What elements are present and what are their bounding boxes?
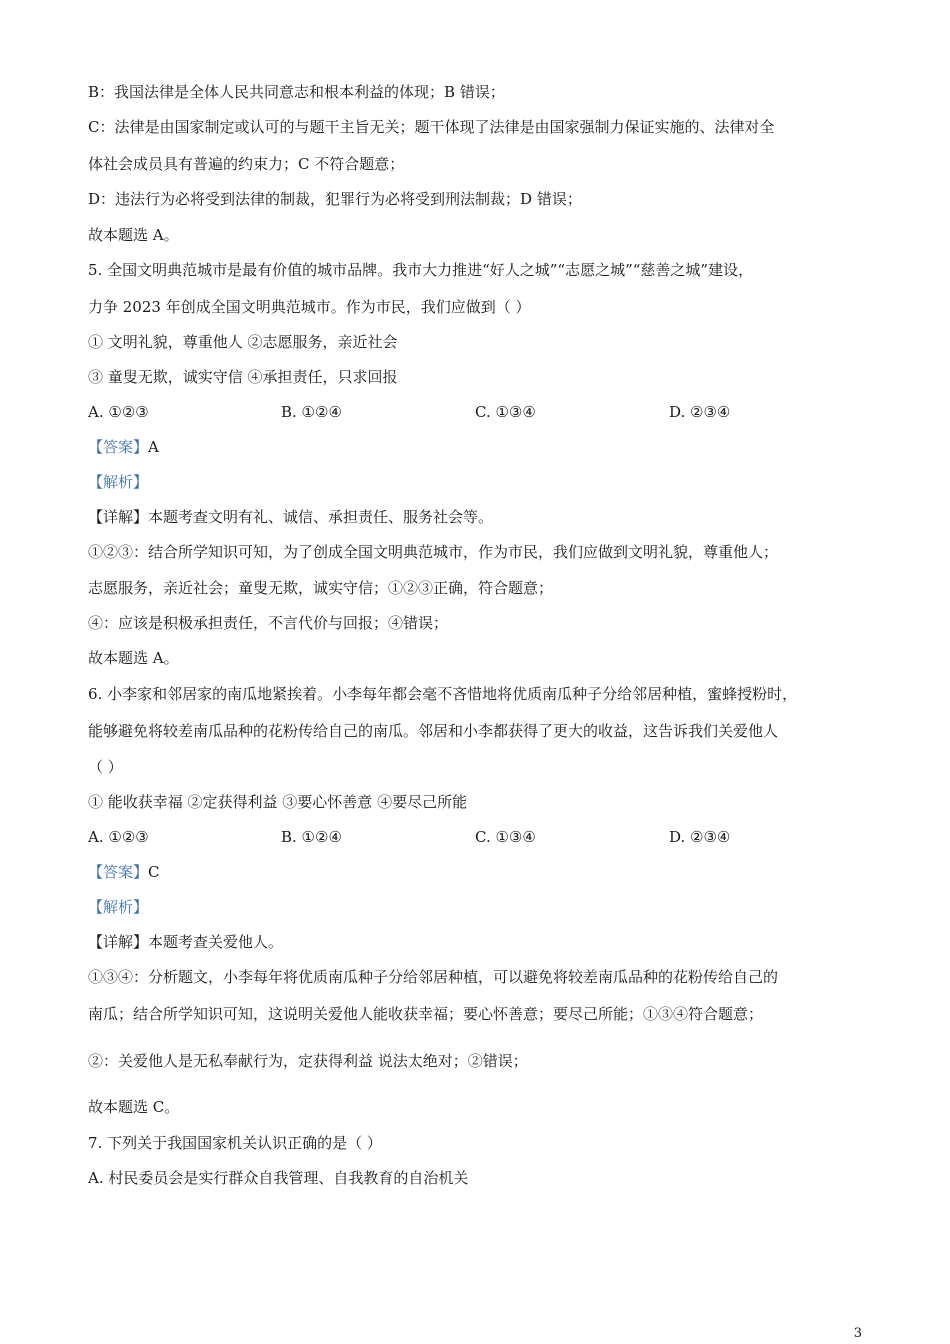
q6-stem-line3: （ ） — [88, 758, 123, 776]
page-number: 3 — [853, 1326, 862, 1341]
q5-answer — [88, 437, 159, 457]
q6-items: ① 能收获幸福 ②定获得利益 ③要心怀善意 ④要尽己所能 — [88, 793, 468, 811]
q6-option-a: A. ①②③ — [88, 828, 149, 846]
q7-option-a: A. 村民委员会是实行群众自我管理、自我教育的自治机关 — [88, 1169, 469, 1187]
q5-option-b: B. ①②④ — [281, 403, 342, 421]
prev-explanation-c-line2: 体社会成员具有普遍的约束力；C 不符合题意； — [88, 155, 405, 173]
answer-value: A — [148, 438, 159, 456]
q6-answer — [88, 862, 160, 882]
prev-conclusion: 故本题选 A。 — [88, 226, 179, 244]
q5-stem-line1: 5. 全国文明典范城市是最有价值的城市品牌。我市大力推进“好人之城”“志愿之城”“慈善之城”建设， — [88, 261, 754, 279]
q6-explanation-line2: 南瓜；结合所学知识可知，这说明关爱他人能收获幸福；要心怀善意；要尽己所能；①③④符合题意； — [88, 1005, 764, 1023]
answer-value: C — [148, 863, 160, 881]
q6-stem-line2: 能够避免将较差南瓜品种的花粉传给自己的南瓜。邻居和小李都获得了更大的收益，这告诉我们关爱他人 — [88, 722, 779, 740]
q5-items-line2: ③ 童叟无欺，诚实守信 ④承担责任，只求回报 — [88, 368, 398, 386]
q6-conclusion: 故本题选 C。 — [88, 1098, 180, 1116]
prev-explanation-b: B：我国法律是全体人民共同意志和根本利益的体现；B 错误； — [88, 83, 505, 101]
q6-detail: 【详解】本题考查关爱他人。 — [88, 933, 284, 951]
q5-option-c: C. ①③④ — [475, 403, 536, 421]
q5-items-line1: ① 文明礼貌，尊重他人 ②志愿服务，亲近社会 — [88, 333, 398, 351]
q7-stem: 7. 下列关于我国国家机关认识正确的是（ ） — [88, 1134, 382, 1152]
q6-stem-line1: 6. 小李家和邻居家的南瓜地紧挨着。小李每年都会毫不吝惜地将优质南瓜种子分给邻居种植，蜜蜂授粉时， — [88, 685, 798, 703]
q5-analysis-tag: 【解析】 — [88, 473, 149, 491]
answer-tag: 【答案】 — [88, 863, 149, 881]
prev-explanation-c-line1: C：法律是由国家制定或认可的与题干主旨无关；题干体现了法律是由国家强制力保证实施的、法律对全 — [88, 118, 775, 136]
q5-stem-line2: 力争 2023 年创成全国文明典范城市。作为市民，我们应做到（ ） — [88, 298, 531, 316]
q6-explanation-line1: ①③④：分析题文，小李每年将优质南瓜种子分给邻居种植，可以避免将较差南瓜品种的花粉传给自己的 — [88, 968, 779, 986]
q6-option-c: C. ①③④ — [475, 828, 536, 846]
q5-option-a: A. ①②③ — [88, 403, 149, 421]
q6-explanation-line3: ②：关爱他人是无私奉献行为，定获得利益 说法太绝对；②错误； — [88, 1052, 528, 1070]
q5-option-d: D. ②③④ — [669, 403, 731, 421]
q6-analysis-tag: 【解析】 — [88, 898, 149, 916]
q6-option-d: D. ②③④ — [669, 828, 731, 846]
q5-explanation-line2: 志愿服务，亲近社会；童叟无欺，诚实守信；①②③正确，符合题意； — [88, 579, 554, 597]
q5-detail: 【详解】本题考查文明有礼、诚信、承担责任、服务社会等。 — [88, 508, 494, 526]
q6-option-b: B. ①②④ — [281, 828, 342, 846]
prev-explanation-d: D：违法行为必将受到法律的制裁，犯罪行为必将受到刑法制裁；D 错误； — [88, 190, 582, 208]
q5-conclusion: 故本题选 A。 — [88, 649, 179, 667]
q5-explanation-line1: ①②③：结合所学知识可知，为了创成全国文明典范城市，作为市民，我们应做到文明礼貌，尊重他人； — [88, 543, 779, 561]
q5-explanation-line3: ④：应该是积极承担责任，不言代价与回报；④错误； — [88, 614, 449, 632]
answer-tag: 【答案】 — [88, 438, 149, 456]
